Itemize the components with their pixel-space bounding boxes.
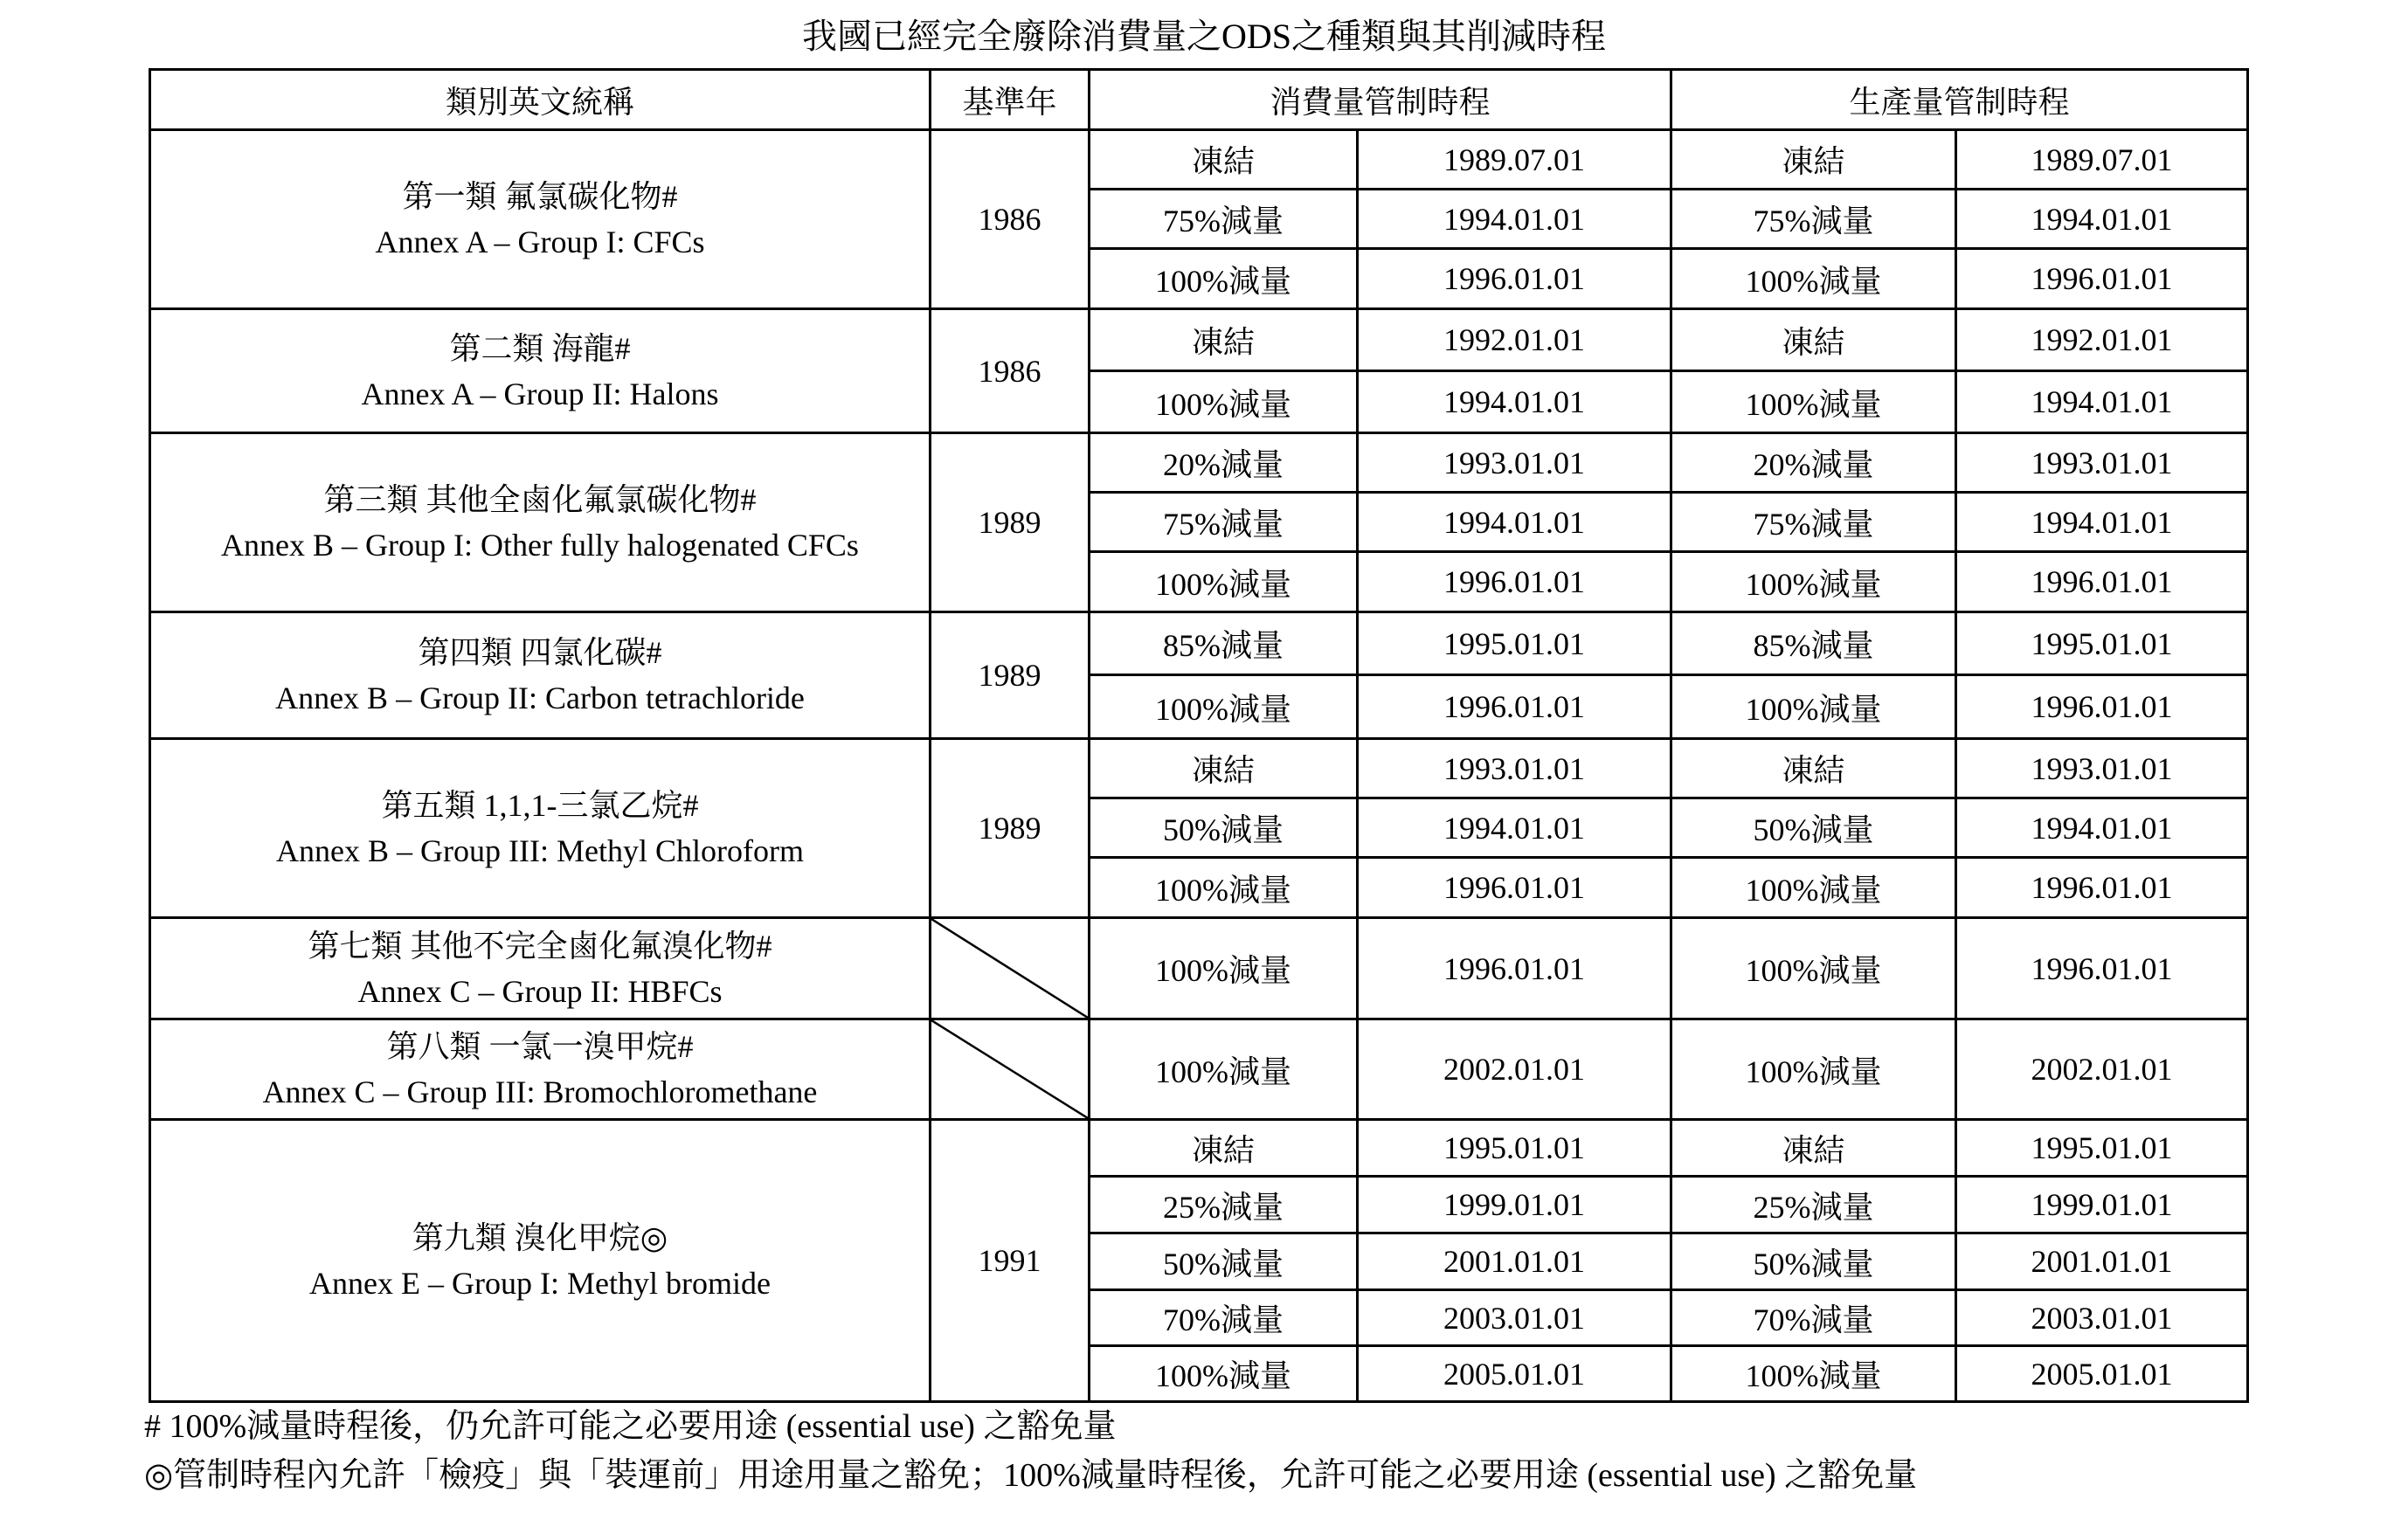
production-date: 2003.01.01: [1956, 1290, 2248, 1346]
consumption-step: 70%減量: [1090, 1290, 1358, 1346]
base-year-cell: 1986: [931, 130, 1090, 309]
table-row: [150, 433, 2248, 493]
production-date: 1996.01.01: [1956, 918, 2248, 1019]
category-name-en: Annex E – Group I: Methyl bromide: [309, 1266, 771, 1301]
production-step: 凍結: [1671, 130, 1956, 190]
production-date: 2002.01.01: [1956, 1019, 2248, 1120]
category-name-zh: 第二類 海龍#: [449, 330, 631, 366]
consumption-date: 2003.01.01: [1358, 1290, 1671, 1346]
consumption-date: 1993.01.01: [1358, 433, 1671, 493]
consumption-step: 50%減量: [1090, 798, 1358, 858]
production-date: 1996.01.01: [1956, 249, 2248, 309]
consumption-step: 85%減量: [1090, 612, 1358, 675]
production-step: 100%減量: [1671, 675, 1956, 739]
production-step: 25%減量: [1671, 1177, 1956, 1233]
production-date: 1994.01.01: [1956, 190, 2248, 249]
category-name-zh: 第七類 其他不完全鹵化氟溴化物#: [308, 928, 772, 964]
production-date: 1993.01.01: [1956, 739, 2248, 798]
production-date: 1994.01.01: [1956, 493, 2248, 552]
table-header-row: [150, 70, 2248, 130]
table-row: [150, 1019, 2248, 1120]
consumption-date: 1993.01.01: [1358, 739, 1671, 798]
base-year-cell: 1989: [931, 433, 1090, 612]
production-step: 70%減量: [1671, 1290, 1956, 1346]
table-row: [150, 918, 2248, 1019]
consumption-date: 1996.01.01: [1358, 918, 1671, 1019]
ods-phaseout-table: [149, 68, 2249, 1403]
consumption-step: 100%減量: [1090, 858, 1358, 918]
production-step: 50%減量: [1671, 1233, 1956, 1290]
header-production-schedule: 生產量管制時程: [1671, 70, 2248, 130]
category-name-zh: 第四類 四氯化碳#: [418, 635, 662, 670]
category-name-en: Annex B – Group I: Other fully halogenated CFCs: [221, 528, 859, 563]
category-cell: [150, 433, 931, 612]
document-title: 我國已經完全廢除消費量之ODS之種類與其削減時程: [801, 17, 1607, 56]
category-name-en: Annex A – Group II: Halons: [361, 376, 719, 411]
consumption-step: 20%減量: [1090, 433, 1358, 493]
consumption-step: 100%減量: [1090, 1346, 1358, 1402]
category-name-zh: 第一類 氟氯碳化物#: [402, 179, 678, 214]
category-cell: [150, 739, 931, 918]
consumption-date: 1996.01.01: [1358, 858, 1671, 918]
consumption-step: 凍結: [1090, 309, 1358, 371]
consumption-date: 1996.01.01: [1358, 249, 1671, 309]
consumption-date: 1994.01.01: [1358, 493, 1671, 552]
base-year-cell: 1991: [931, 1120, 1090, 1402]
production-step: 85%減量: [1671, 612, 1956, 675]
base-year-cell: 1989: [931, 739, 1090, 918]
production-step: 100%減量: [1671, 1019, 1956, 1120]
production-step: 75%減量: [1671, 493, 1956, 552]
consumption-date: 1994.01.01: [1358, 371, 1671, 433]
category-cell: [150, 309, 931, 433]
production-date: 1994.01.01: [1956, 798, 2248, 858]
consumption-date: 1995.01.01: [1358, 612, 1671, 675]
consumption-step: 50%減量: [1090, 1233, 1358, 1290]
consumption-step: 100%減量: [1090, 371, 1358, 433]
production-date: 1989.07.01: [1956, 130, 2248, 190]
consumption-date: 1994.01.01: [1358, 798, 1671, 858]
consumption-date: 1996.01.01: [1358, 552, 1671, 612]
base-year-not-applicable: [931, 918, 1090, 1019]
category-cell: [150, 1120, 931, 1402]
production-step: 75%減量: [1671, 190, 1956, 249]
consumption-step: 100%減量: [1090, 918, 1358, 1019]
production-date: 1999.01.01: [1956, 1177, 2248, 1233]
table-row: [150, 309, 2248, 371]
category-name-zh: 第五類 1,1,1-三氯乙烷#: [381, 788, 699, 823]
footnote-hash: # 100%減量時程後，仍允許可能之必要用途 (essential use) 之豁免量: [144, 1408, 1117, 1445]
production-date: 1996.01.01: [1956, 552, 2248, 612]
consumption-step: 100%減量: [1090, 249, 1358, 309]
consumption-date: 1992.01.01: [1358, 309, 1671, 371]
production-step: 50%減量: [1671, 798, 1956, 858]
category-name-zh: 第三類 其他全鹵化氟氯碳化物#: [323, 482, 757, 517]
category-cell: [150, 1019, 931, 1120]
consumption-step: 凍結: [1090, 739, 1358, 798]
production-date: 1996.01.01: [1956, 858, 2248, 918]
category-name-en: Annex C – Group III: Bromochloromethane: [262, 1074, 818, 1109]
consumption-step: 100%減量: [1090, 1019, 1358, 1120]
production-date: 2001.01.01: [1956, 1233, 2248, 1290]
consumption-date: 2005.01.01: [1358, 1346, 1671, 1402]
base-year-cell: 1989: [931, 612, 1090, 739]
production-date: 2005.01.01: [1956, 1346, 2248, 1402]
production-step: 100%減量: [1671, 858, 1956, 918]
category-name-en: Annex B – Group III: Methyl Chloroform: [276, 833, 804, 868]
header-base-year: 基準年: [931, 70, 1090, 130]
table-row: [150, 612, 2248, 675]
consumption-step: 25%減量: [1090, 1177, 1358, 1233]
production-date: 1995.01.01: [1956, 612, 2248, 675]
production-step: 100%減量: [1671, 552, 1956, 612]
consumption-date: 1994.01.01: [1358, 190, 1671, 249]
category-name-en: Annex A – Group I: CFCs: [375, 225, 705, 259]
category-name-zh: 第八類 一氯一溴甲烷#: [386, 1029, 694, 1064]
production-step: 100%減量: [1671, 918, 1956, 1019]
consumption-step: 75%減量: [1090, 190, 1358, 249]
table-row: [150, 130, 2248, 190]
category-name-en: Annex C – Group II: HBFCs: [357, 973, 723, 1009]
base-year-cell: 1986: [931, 309, 1090, 433]
consumption-date: 1989.07.01: [1358, 130, 1671, 190]
table-row: [150, 1120, 2248, 1177]
consumption-date: 1996.01.01: [1358, 675, 1671, 739]
production-step: 凍結: [1671, 1120, 1956, 1177]
consumption-date: 2002.01.01: [1358, 1019, 1671, 1120]
diagonal-slash-icon: [931, 919, 1088, 1018]
header-consumption-schedule: 消費量管制時程: [1090, 70, 1671, 130]
footnote-double-circle: ◎管制時程內允許「檢疫」與「裝運前」用途用量之豁免；100%減量時程後，允許可能之必要用途 (essential use) 之豁免量: [144, 1457, 1918, 1494]
table-row: [150, 739, 2248, 798]
production-date: 1993.01.01: [1956, 433, 2248, 493]
production-step: 凍結: [1671, 739, 1956, 798]
consumption-step: 凍結: [1090, 130, 1358, 190]
production-step: 20%減量: [1671, 433, 1956, 493]
consumption-date: 2001.01.01: [1358, 1233, 1671, 1290]
header-category: 類別英文統稱: [150, 70, 931, 130]
production-step: 凍結: [1671, 309, 1956, 371]
category-cell: [150, 918, 931, 1019]
production-step: 100%減量: [1671, 1346, 1956, 1402]
consumption-date: 1995.01.01: [1358, 1120, 1671, 1177]
production-step: 100%減量: [1671, 371, 1956, 433]
consumption-step: 75%減量: [1090, 493, 1358, 552]
consumption-step: 100%減量: [1090, 552, 1358, 612]
category-name-en: Annex B – Group II: Carbon tetrachloride: [275, 681, 805, 715]
production-date: 1995.01.01: [1956, 1120, 2248, 1177]
production-date: 1994.01.01: [1956, 371, 2248, 433]
consumption-date: 1999.01.01: [1358, 1177, 1671, 1233]
consumption-step: 凍結: [1090, 1120, 1358, 1177]
production-date: 1992.01.01: [1956, 309, 2248, 371]
production-step: 100%減量: [1671, 249, 1956, 309]
base-year-not-applicable: [931, 1019, 1090, 1120]
production-date: 1996.01.01: [1956, 675, 2248, 739]
consumption-step: 100%減量: [1090, 675, 1358, 739]
category-cell: [150, 612, 931, 739]
category-name-zh: 第九類 溴化甲烷◎: [412, 1220, 668, 1255]
category-cell: [150, 130, 931, 309]
diagonal-slash-icon: [931, 1020, 1088, 1118]
